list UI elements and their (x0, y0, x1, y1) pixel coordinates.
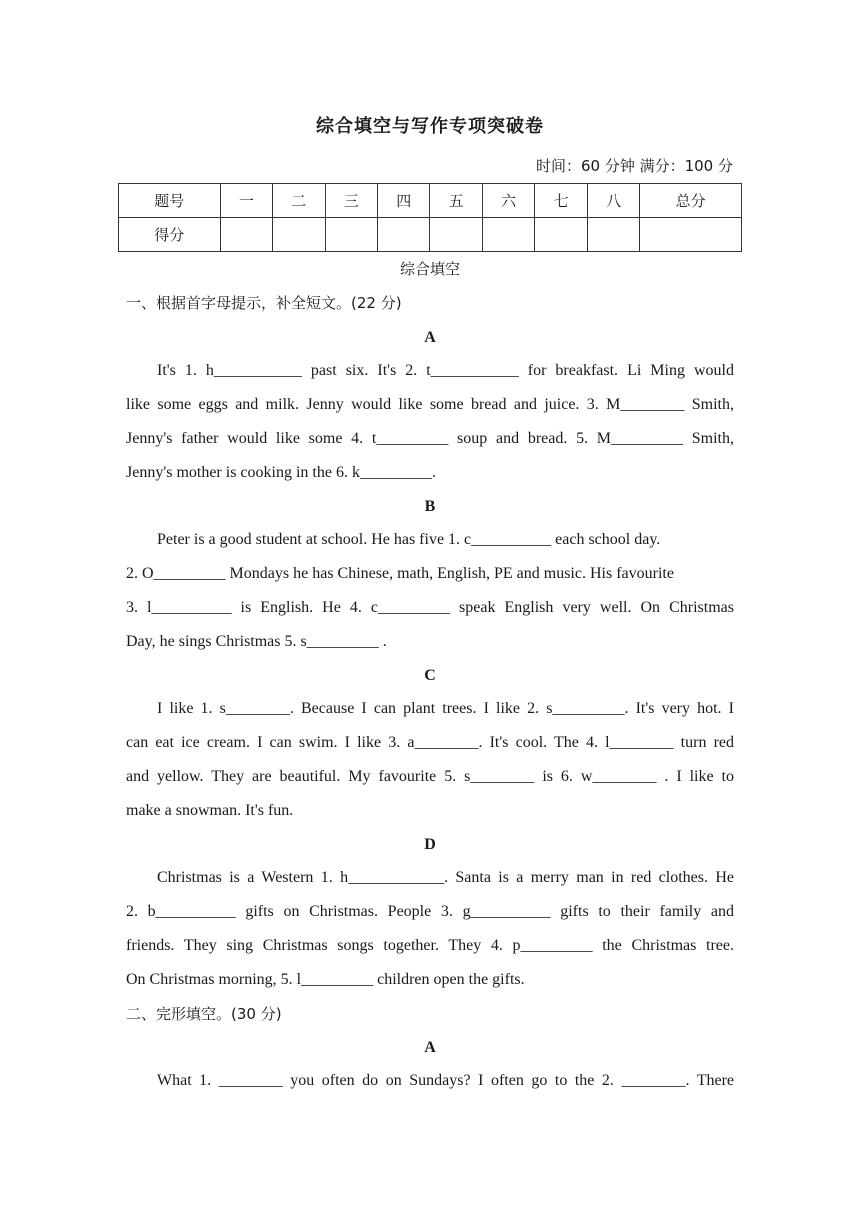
score-input-cell[interactable] (587, 218, 639, 252)
score-table-cell: 三 (325, 184, 377, 218)
passage-a-line: Jenny's father would like some 4. t_________ soup and bread. 5. M_________ Smith, (126, 430, 734, 447)
passage-a-line: like some eggs and milk. Jenny would like some bread and juice. 3. M________ Smith, (126, 396, 734, 413)
score-row-label: 得分 (119, 218, 221, 252)
score-input-cell[interactable] (325, 218, 377, 252)
passage-label-b: B (424, 498, 436, 515)
score-input-cell[interactable] (273, 218, 325, 252)
passage-c-line: and yellow. They are beautiful. My favourite 5. s________ is 6. w________ . I like to (126, 768, 734, 785)
passage-b-line: 3. l__________ is English. He 4. c_________ speak English very well. On Christmas (126, 599, 734, 616)
part2-passage-a-line: What 1. ________ you often do on Sundays? I often go to the 2. ________. There (157, 1072, 734, 1089)
score-table-cell: 二 (273, 184, 325, 218)
score-input-cell[interactable] (430, 218, 482, 252)
passage-b-line: Peter is a good student at school. He has five 1. c__________ each school day. (157, 531, 661, 548)
score-table-header-row (119, 184, 742, 218)
score-table-cell: 六 (482, 184, 534, 218)
score-table-cell: 总分 (640, 184, 742, 218)
passage-d-line: 2. b__________ gifts on Christmas. People 3. g__________ gifts to their family and (126, 903, 734, 920)
score-table-cell: 八 (587, 184, 639, 218)
passage-c-line: make a snowman. It's fun. (126, 802, 294, 819)
passage-d-line: Christmas is a Western 1. h____________. Santa is a merry man in red clothes. He (157, 869, 734, 886)
score-table-cell: 七 (535, 184, 587, 218)
passage-label-a: A (424, 329, 436, 346)
time-score-info: 时间：60 分钟 满分：100 分 (535, 157, 733, 175)
score-table (118, 183, 742, 252)
passage-label-d: D (424, 836, 436, 853)
score-input-cell[interactable] (535, 218, 587, 252)
score-input-cell[interactable] (640, 218, 742, 252)
score-table-cell: 四 (378, 184, 430, 218)
score-input-cell[interactable] (220, 218, 272, 252)
passage-b-line: 2. O_________ Mondays he has Chinese, math, English, PE and music. His favourite (126, 565, 674, 582)
page-title: 综合填空与写作专项突破卷 (316, 116, 544, 137)
part2-heading: 二、完形填空。(30 分) (126, 1005, 282, 1023)
passage-c-line: can eat ice cream. I can swim. I like 3. a________. It's cool. The 4. l________ turn red (126, 734, 734, 751)
score-input-cell[interactable] (378, 218, 430, 252)
passage-label-c: C (424, 667, 436, 684)
passage-c-line: I like 1. s________. Because I can plant trees. I like 2. s_________. It's very hot. I (157, 700, 734, 717)
part2-passage-label-a: A (424, 1039, 436, 1056)
passage-d-line: friends. They sing Christmas songs together. They 4. p_________ the Christmas tree. (126, 937, 734, 954)
score-table-cell: 一 (220, 184, 272, 218)
passage-d-line: On Christmas morning, 5. l_________ children open the gifts. (126, 971, 525, 988)
section-heading: 综合填空 (399, 260, 460, 278)
score-input-cell[interactable] (482, 218, 534, 252)
score-table-cell: 题号 (119, 184, 221, 218)
passage-a-line: It's 1. h___________ past six. It's 2. t___________ for breakfast. Li Ming would (157, 362, 734, 379)
passage-a-line: Jenny's mother is cooking in the 6. k_________. (126, 464, 436, 481)
part1-heading: 一、根据首字母提示，补全短文。(22 分) (126, 294, 402, 312)
score-table-score-row (119, 218, 742, 252)
score-table-cell: 五 (430, 184, 482, 218)
passage-b-line: Day, he sings Christmas 5. s_________ . (126, 633, 387, 650)
